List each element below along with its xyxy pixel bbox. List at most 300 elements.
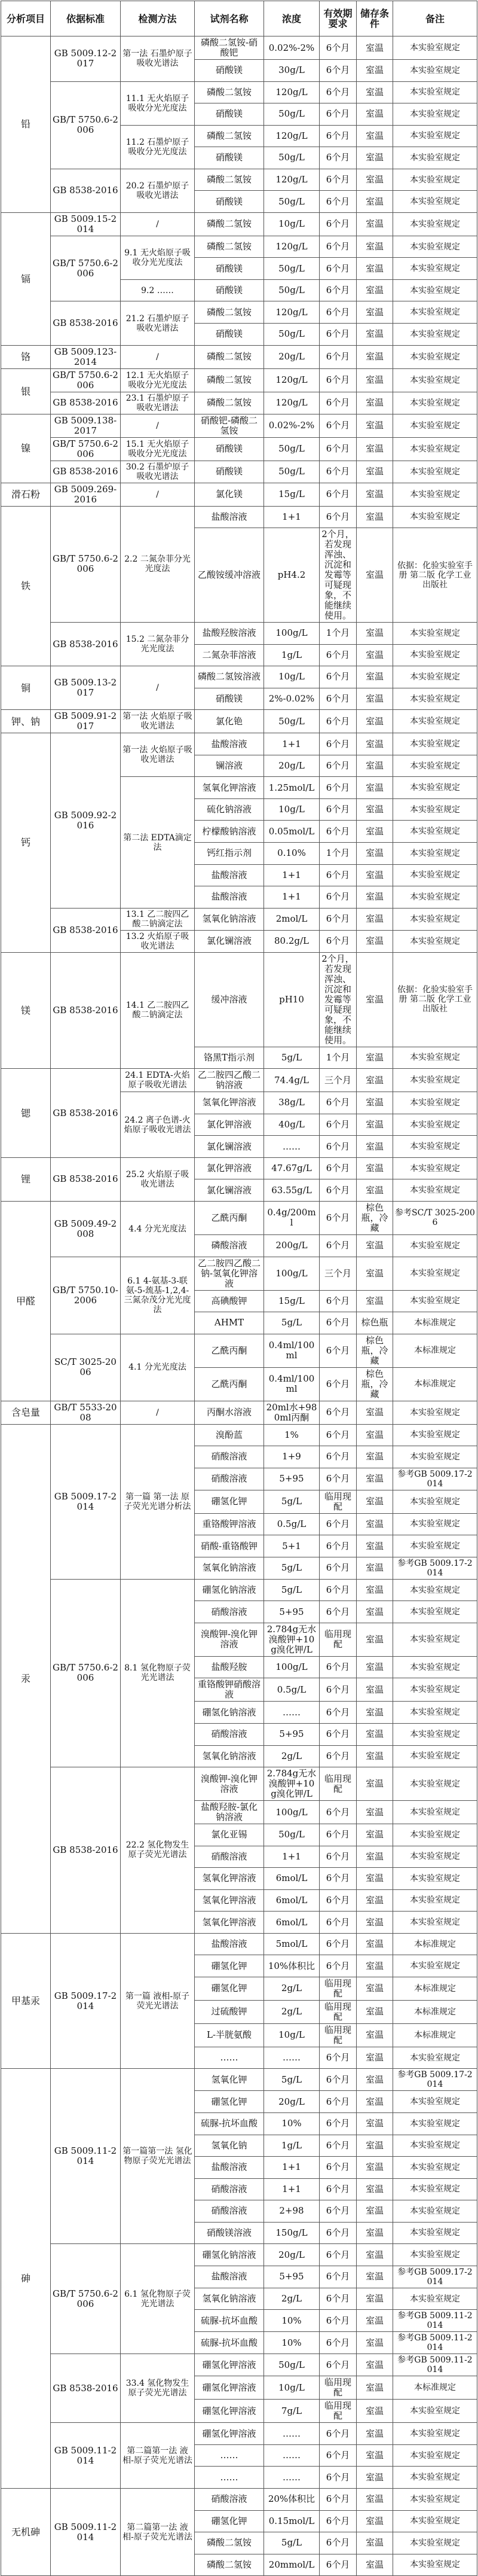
validity-cell: 临用现配	[320, 1767, 357, 1801]
concentration-cell: 5g/L	[264, 2532, 320, 2554]
table-row	[1, 1334, 477, 1367]
table-row	[1, 1933, 477, 1955]
validity-cell: 6个月	[320, 1157, 357, 1179]
storage-cell: 室温	[357, 191, 393, 213]
concentration-cell: 2%-0.02%	[264, 688, 320, 710]
storage-cell: 室温	[357, 1767, 393, 1801]
remarks-cell: 本实验室规定	[393, 2112, 477, 2135]
reagent-name-cell: 硼氢化钾溶液	[195, 2354, 264, 2376]
analysis-item-cell: 含皂量	[1, 1401, 51, 1424]
concentration-cell: 20g/L	[264, 2091, 320, 2113]
storage-cell: 室温	[357, 2510, 393, 2532]
method-cell: 第一法 石墨炉原子吸收光谱法	[121, 36, 195, 82]
concentration-cell: 120g/L	[264, 81, 320, 103]
remarks-cell: 本实验室规定	[393, 733, 477, 755]
remarks-cell: 本实验室规定	[393, 688, 477, 710]
concentration-cell: 1%	[264, 1424, 320, 1446]
remarks-cell: 本标准规定	[393, 1367, 477, 1401]
reagent-name-cell: 硝酸溶液	[195, 2489, 264, 2511]
remarks-cell: 本实验室规定	[393, 147, 477, 169]
method-cell: 第二法 EDTA滴定法	[121, 777, 195, 908]
concentration-cell: 50g/L	[264, 279, 320, 301]
method-cell: /	[121, 345, 195, 368]
validity-cell: 6个月	[320, 2266, 357, 2288]
validity-cell: 6个月	[320, 1656, 357, 1678]
standard-cell: GB 5009.49-2008	[51, 1201, 121, 1257]
standard-cell: GB/T 5750.6-2006	[51, 81, 121, 169]
table-row	[1, 666, 477, 688]
validity-cell: 2个月，若发现浑浊、沉淀和发霉等可疑现象，不能继续使用。	[320, 952, 357, 1047]
validity-cell: 临用现配	[320, 1977, 357, 2000]
reagent-name-cell: 乙酰丙酮	[195, 1334, 264, 1367]
table-row	[1, 2423, 477, 2445]
validity-cell: 6个月	[320, 1535, 357, 1557]
remarks-cell: 参考GB 5009.17-2014	[393, 1468, 477, 1490]
concentration-cell: ……	[264, 2444, 320, 2467]
remarks-cell: 本实验室规定	[393, 236, 477, 258]
remarks-cell: 本实验室规定	[393, 1846, 477, 1868]
validity-cell: 6个月	[320, 483, 357, 506]
reagent-name-cell: 硝酸镁	[195, 147, 264, 169]
validity-cell: 三个月	[320, 1257, 357, 1290]
storage-cell: 室温	[357, 1702, 393, 1724]
reagent-name-cell: 硼氢化钾	[195, 1977, 264, 2000]
concentration-cell: 15g/L	[264, 1290, 320, 1312]
concentration-cell: 1+1	[264, 2157, 320, 2179]
reagent-name-cell: 硝酸镁	[195, 324, 264, 346]
reagent-name-cell: 氢氧化钠	[195, 2135, 264, 2157]
remarks-cell: 本实验室规定	[393, 301, 477, 324]
method-cell: 11.2 石墨炉原子吸收分光光度法	[121, 125, 195, 169]
concentration-cell: 10g/L	[264, 2023, 320, 2047]
concentration-cell: 100g/L	[264, 1656, 320, 1678]
validity-cell: 6个月	[320, 688, 357, 710]
storage-cell: 室温	[357, 169, 393, 191]
reagent-name-cell: 硫化钠溶液	[195, 798, 264, 821]
storage-cell: 室温	[357, 2489, 393, 2511]
reagent-name-cell: 钙红指示剂	[195, 843, 264, 865]
remarks-cell: 本实验室规定	[393, 908, 477, 930]
reagent-name-cell: 氢氧化钾溶液	[195, 1889, 264, 1912]
remarks-cell: 本实验室规定	[393, 125, 477, 147]
validity-cell: 6个月	[320, 1933, 357, 1955]
header-standard: 依据标准	[51, 1, 121, 36]
reagent-name-cell: 氢氧化钾溶液	[195, 777, 264, 799]
concentration-cell: 1+1	[264, 506, 320, 528]
validity-cell: 三个月	[320, 1069, 357, 1092]
concentration-cell: 0.02%-2%	[264, 36, 320, 60]
remarks-cell: 本实验室规定	[393, 2091, 477, 2113]
validity-cell: 6个月	[320, 2510, 357, 2532]
storage-cell: 室温	[357, 2200, 393, 2223]
concentration-cell: 10%	[264, 2112, 320, 2135]
validity-cell: 6个月	[320, 821, 357, 843]
concentration-cell: 120g/L	[264, 301, 320, 324]
storage-cell: 室温	[357, 2532, 393, 2554]
validity-cell: 6个月	[320, 1468, 357, 1490]
standard-cell: GB 8538-2016	[51, 623, 121, 666]
concentration-cell: 10g/L	[264, 212, 320, 236]
storage-cell: 室温	[357, 437, 393, 461]
remarks-cell: 依据：化验实验室手册 第二版 化学工业出版社	[393, 952, 477, 1047]
concentration-cell: 0.05mol/L	[264, 821, 320, 843]
table-row	[1, 1579, 477, 1601]
validity-cell: 6个月	[320, 2467, 357, 2489]
method-cell: 33.4 氢化物发生原子荧光光谱法	[121, 2354, 195, 2423]
reagent-name-cell: 氯化铯	[195, 710, 264, 733]
reagent-name-cell: 硼氢化钾	[195, 2510, 264, 2532]
concentration-cell: 50g/L	[264, 461, 320, 483]
remarks-cell: 本实验室规定	[393, 81, 477, 103]
storage-cell: 室温	[357, 392, 393, 414]
validity-cell: 6个月	[320, 461, 357, 483]
concentration-cell: 80.2g/L	[264, 930, 320, 952]
validity-cell: 6个月	[320, 2532, 357, 2554]
concentration-cell: 1+9	[264, 1446, 320, 1468]
table-row	[1, 710, 477, 733]
reagent-name-cell: 氯化镁	[195, 483, 264, 506]
method-cell: 24.2 离子色谱-火焰原子吸收光谱法	[121, 1092, 195, 1158]
remarks-cell: 本实验室规定	[393, 437, 477, 461]
reagent-name-cell: 盐酸羟胺-氯化钠溶液	[195, 1801, 264, 1824]
storage-cell: 室温	[357, 1234, 393, 1257]
remarks-cell: 本实验室规定	[393, 1401, 477, 1424]
reagent-name-cell: 硝酸镁	[195, 60, 264, 82]
table-row	[1, 506, 477, 528]
analysis-item-cell: 汞	[1, 1424, 51, 1933]
reagent-name-cell: 乙酸铵缓冲溶液	[195, 528, 264, 623]
table-row	[1, 1401, 477, 1424]
table-row	[1, 483, 477, 506]
storage-cell: 室温	[357, 1047, 393, 1069]
standard-cell: GB/T 5750.6-2006	[51, 1579, 121, 1767]
validity-cell: 6个月	[320, 81, 357, 103]
standard-cell: GB 8538-2016	[51, 392, 121, 414]
validity-cell: 6个月	[320, 2222, 357, 2244]
method-cell: 9.1 无火焰原子吸收分光光度法	[121, 236, 195, 279]
standard-cell: GB/T 5750.6-2006	[51, 506, 121, 623]
method-cell: 2.2 二氮杂菲分光光度法	[121, 506, 195, 623]
method-cell: 第一法 火焰原子吸收光谱法	[121, 733, 195, 777]
validity-cell: 6个月	[320, 324, 357, 346]
validity-cell: 1个月	[320, 843, 357, 865]
reagent-name-cell: 硼氢化钾	[195, 1955, 264, 1977]
header-analysis-item: 分析项目	[1, 1, 51, 36]
validity-cell: 6个月	[320, 392, 357, 414]
storage-cell: 室温	[357, 1933, 393, 1955]
concentration-cell: 20g/L	[264, 345, 320, 368]
concentration-cell: 5g/L	[264, 1047, 320, 1069]
validity-cell: 6个月	[320, 930, 357, 952]
concentration-cell: ……	[264, 1136, 320, 1158]
validity-cell: 6个月	[320, 2069, 357, 2091]
concentration-cell: 6mol/L	[264, 1889, 320, 1912]
storage-cell: 室温	[357, 1069, 393, 1092]
concentration-cell: 2g/L	[264, 1745, 320, 1767]
validity-cell: 6个月	[320, 2288, 357, 2310]
concentration-cell: 38g/L	[264, 1092, 320, 1114]
validity-cell: 6个月	[320, 2423, 357, 2445]
method-cell: 4.1 分光光度法	[121, 1334, 195, 1401]
storage-cell: 室温	[357, 2266, 393, 2288]
concentration-cell: 0.4ml/100ml	[264, 1367, 320, 1401]
remarks-cell: 本实验室规定	[393, 777, 477, 799]
table-row	[1, 414, 477, 437]
header-reagent-name: 试剂名称	[195, 1, 264, 36]
table-row	[1, 2244, 477, 2266]
concentration-cell: 5+95	[264, 1601, 320, 1623]
storage-cell: 室温	[357, 644, 393, 666]
analysis-item-cell: 钾、钠	[1, 710, 51, 733]
concentration-cell: 6mol/L	[264, 1868, 320, 1890]
validity-cell: 6个月	[320, 437, 357, 461]
storage-cell: 室温	[357, 710, 393, 733]
reagent-name-cell: 硝酸镁	[195, 461, 264, 483]
validity-cell: 6个月	[320, 1745, 357, 1767]
remarks-cell: 本实验室规定	[393, 1868, 477, 1890]
reagent-name-cell: 磷酸二氢铵	[195, 212, 264, 236]
method-cell: 15.2 二氮杂菲分光光度法	[121, 623, 195, 666]
reagent-name-cell: 磷酸二氢铵溶液	[195, 666, 264, 688]
validity-cell: 6个月	[320, 60, 357, 82]
validity-cell: 6个月	[320, 2112, 357, 2135]
concentration-cell: 5+95	[264, 1723, 320, 1745]
storage-cell: 室温	[357, 461, 393, 483]
remarks-cell: 本实验室规定	[393, 258, 477, 280]
validity-cell: 6个月	[320, 733, 357, 755]
analysis-item-cell: 铬	[1, 345, 51, 368]
reagent-name-cell: 盐酸溶液	[195, 733, 264, 755]
concentration-cell: 5+95	[264, 2266, 320, 2288]
validity-cell: 6个月	[320, 1868, 357, 1890]
concentration-cell: 40g/L	[264, 1114, 320, 1136]
method-cell: 13.1 乙二胺四乙酸二钠滴定法	[121, 908, 195, 930]
validity-cell: 6个月	[320, 1367, 357, 1401]
reagent-name-cell: 磷酸二氢铵-硝酸钯	[195, 36, 264, 60]
method-cell: /	[121, 483, 195, 506]
table-header-row	[1, 1, 477, 36]
reagent-name-cell: 重铬酸钾溶液	[195, 1513, 264, 1535]
reagent-name-cell: 盐酸羟胺	[195, 1656, 264, 1678]
remarks-cell: 本实验室规定	[393, 1047, 477, 1069]
concentration-cell: 2.784g无水溴酸钾+10g溴化钾/L	[264, 1767, 320, 1801]
remarks-cell: 本实验室规定	[393, 2244, 477, 2266]
concentration-cell: 100g/L	[264, 623, 320, 645]
remarks-cell: 本实验室规定	[393, 169, 477, 191]
reagent-name-cell: 溴酚蓝	[195, 1424, 264, 1446]
reagent-name-cell: 磷酸二氢铵	[195, 81, 264, 103]
validity-cell: 6个月	[320, 2332, 357, 2354]
storage-cell: 室温	[357, 368, 393, 392]
method-cell: 14.1 乙二胺四乙酸二钠滴定法	[121, 952, 195, 1069]
concentration-cell: 100g/L	[264, 1801, 320, 1824]
storage-cell: 室温	[357, 2423, 393, 2445]
reagent-name-cell: 硝酸镁	[195, 258, 264, 280]
storage-cell: 室温	[357, 414, 393, 437]
concentration-cell: 2g/L	[264, 2000, 320, 2023]
reagent-name-cell: 镧溶液	[195, 755, 264, 777]
validity-cell: 6个月	[320, 886, 357, 909]
validity-cell: 1个月	[320, 1047, 357, 1069]
concentration-cell: 2mol/L	[264, 908, 320, 930]
method-cell: 23.1 石墨炉原子吸收光谱法	[121, 392, 195, 414]
validity-cell: 6个月	[320, 755, 357, 777]
storage-cell: 室温	[357, 952, 393, 1047]
standard-cell: GB/T 5533-2008	[51, 1401, 121, 1424]
table-row	[1, 733, 477, 755]
concentration-cell: ……	[264, 2047, 320, 2069]
storage-cell: 室温	[357, 60, 393, 82]
validity-cell: 6个月	[320, 345, 357, 368]
storage-cell: 室温	[357, 1136, 393, 1158]
validity-cell: 1个月	[320, 623, 357, 645]
remarks-cell: 本实验室规定	[393, 1889, 477, 1912]
reagent-name-cell: 过硫酸钾	[195, 2000, 264, 2023]
remarks-cell: 本标准规定	[393, 1312, 477, 1334]
storage-cell: 室温	[357, 1656, 393, 1678]
concentration-cell: 10%体积比	[264, 1955, 320, 1977]
remarks-cell: 本实验室规定	[393, 2222, 477, 2244]
concentration-cell: 50g/L	[264, 258, 320, 280]
reagent-name-cell: 硝酸镁	[195, 103, 264, 126]
remarks-cell: 本实验室规定	[393, 930, 477, 952]
validity-cell: 6个月	[320, 2554, 357, 2576]
analysis-item-cell: 铜	[1, 666, 51, 710]
storage-cell: 室温	[357, 798, 393, 821]
method-cell: 6.1 氢化物原子荧光光谱法	[121, 2244, 195, 2354]
validity-cell: 6个月	[320, 1312, 357, 1334]
reagent-name-cell: 硼氢化钠溶液	[195, 1702, 264, 1724]
method-cell: 8.1 氢化物原子荧光光谱法	[121, 1579, 195, 1767]
remarks-cell: 本实验室规定	[393, 2288, 477, 2310]
storage-cell: 室温	[357, 1868, 393, 1890]
method-cell: 第一篇 第一法 原子荧光光谱分析法	[121, 1424, 195, 1579]
storage-cell: 室温	[357, 821, 393, 843]
method-cell: 6.1 4-氨基-3-联氨-5-巯基-1,2,4-三氮杂茂分光光度法	[121, 1257, 195, 1334]
concentration-cell: 47.67g/L	[264, 1157, 320, 1179]
concentration-cell: 2+98	[264, 2200, 320, 2223]
validity-cell: 6个月	[320, 279, 357, 301]
remarks-cell: 本标准规定	[393, 2000, 477, 2023]
remarks-cell: 参考GB 5009.17-2014	[393, 1557, 477, 1579]
remarks-cell: 本实验室规定	[393, 1069, 477, 1092]
table-row	[1, 2489, 477, 2511]
validity-cell: 6个月	[320, 506, 357, 528]
storage-cell: 室温	[357, 81, 393, 103]
remarks-cell: 本实验室规定	[393, 1257, 477, 1290]
remarks-cell: 本实验室规定	[393, 60, 477, 82]
storage-cell: 室温	[357, 2135, 393, 2157]
storage-cell: 室温	[357, 212, 393, 236]
concentration-cell: 1+1	[264, 1846, 320, 1868]
concentration-cell: 0.4ml/100ml	[264, 1334, 320, 1367]
remarks-cell: 参考GB 5009.17-2014	[393, 2069, 477, 2091]
concentration-cell: 120g/L	[264, 368, 320, 392]
validity-cell: 6个月	[320, 1579, 357, 1601]
reagent-name-cell: 硼氢化钾溶液	[195, 2423, 264, 2445]
remarks-cell: 本实验室规定	[393, 2400, 477, 2423]
concentration-cell: 1.25mol/L	[264, 777, 320, 799]
concentration-cell: 200g/L	[264, 1234, 320, 1257]
reagent-name-cell: 重铬酸钾硝酸溶液	[195, 1678, 264, 1702]
storage-cell: 棕色瓶，冷藏	[357, 1201, 393, 1234]
remarks-cell: 本实验室规定	[393, 2444, 477, 2467]
storage-cell: 室温	[357, 528, 393, 623]
remarks-cell: 参考SC/T 3025-2006	[393, 1201, 477, 1234]
table-row	[1, 212, 477, 236]
standard-cell: GB 8538-2016	[51, 2354, 121, 2423]
concentration-cell: 120g/L	[264, 392, 320, 414]
remarks-cell: 依据：化验实验室手册 第二版 化学工业出版社	[393, 528, 477, 623]
table-body	[1, 36, 477, 2576]
table-row	[1, 1257, 477, 1290]
validity-cell: 6个月	[320, 864, 357, 886]
validity-cell: 6个月	[320, 908, 357, 930]
remarks-cell: 本实验室规定	[393, 1157, 477, 1179]
validity-cell: 6个月	[320, 301, 357, 324]
reagent-name-cell: 磷酸二氢铵	[195, 345, 264, 368]
remarks-cell: 本标准规定	[393, 1933, 477, 1955]
validity-cell: 临用现配	[320, 2376, 357, 2400]
remarks-cell: 本实验室规定	[393, 212, 477, 236]
storage-cell: 室温	[357, 1290, 393, 1312]
storage-cell: 室温	[357, 1912, 393, 1934]
method-cell: /	[121, 414, 195, 437]
concentration-cell: 150g/L	[264, 2222, 320, 2244]
concentration-cell: 2.784g无水溴酸钾+10g溴化钾/L	[264, 1623, 320, 1656]
storage-cell: 室温	[357, 1179, 393, 1202]
validity-cell: 6个月	[320, 1290, 357, 1312]
analysis-item-cell: 锂	[1, 1157, 51, 1201]
reagent-name-cell: 硼氢化钾	[195, 2091, 264, 2113]
standard-cell: GB 5009.17-2014	[51, 1933, 121, 2069]
standard-cell: GB 5009.123-2014	[51, 345, 121, 368]
storage-cell: 棕色瓶，冷藏	[357, 1334, 393, 1367]
remarks-cell: 本实验室规定	[393, 1446, 477, 1468]
validity-cell: 临用现配	[320, 1490, 357, 1513]
reagent-name-cell: 硝酸溶液	[195, 2178, 264, 2200]
validity-cell: 6个月	[320, 1446, 357, 1468]
reagent-name-cell: ……	[195, 2047, 264, 2069]
concentration-cell: 120g/L	[264, 125, 320, 147]
concentration-cell: pH4.2	[264, 528, 320, 623]
reagent-name-cell: 硝酸镁	[195, 191, 264, 213]
storage-cell: 室温	[357, 1092, 393, 1114]
storage-cell: 室温	[357, 103, 393, 126]
concentration-cell: 5g/L	[264, 1557, 320, 1579]
validity-cell: 2个月，若发现浑浊、沉淀和发霉等可疑现象，不能继续使用。	[320, 528, 357, 623]
analysis-item-cell: 银	[1, 368, 51, 414]
reagent-name-cell: 乙二胺四乙酸二钠溶液	[195, 1069, 264, 1092]
concentration-cell: 0.02%-2%	[264, 414, 320, 437]
remarks-cell: 本实验室规定	[393, 864, 477, 886]
reagent-name-cell: 铬黑T指示剂	[195, 1047, 264, 1069]
header-concentration: 浓度	[264, 1, 320, 36]
header-method: 检测方法	[121, 1, 195, 36]
storage-cell: 室温	[357, 1745, 393, 1767]
concentration-cell: 100g/L	[264, 1257, 320, 1290]
remarks-cell: 本实验室规定	[393, 324, 477, 346]
standard-cell: GB 8538-2016	[51, 301, 121, 345]
method-cell: 第二篇第一法 液相-原子荧光光谱法	[121, 2423, 195, 2489]
storage-cell: 室温	[357, 666, 393, 688]
remarks-cell: 本标准规定	[393, 1977, 477, 2000]
reagent-name-cell: 氢氧化钠溶液	[195, 2288, 264, 2310]
concentration-cell: 20g/L	[264, 755, 320, 777]
table-row	[1, 908, 477, 930]
concentration-cell: ……	[264, 2467, 320, 2489]
analysis-item-cell: 铅	[1, 36, 51, 213]
